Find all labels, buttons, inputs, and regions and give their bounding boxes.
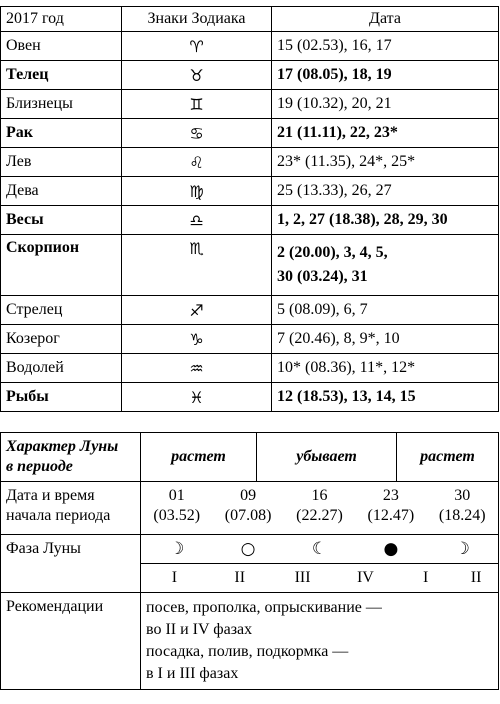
zodiac-row	[1, 119, 499, 148]
period-start	[427, 486, 498, 526]
capricorn-icon: ♑︎	[122, 325, 272, 354]
period-start	[141, 486, 212, 526]
period-time: (18.24)	[438, 507, 486, 524]
aries-icon: ♈︎	[122, 32, 272, 61]
recommendation-line: в I и III фазах	[146, 665, 239, 682]
sign-dates: 21 (11.11), 22, 23*	[272, 119, 499, 148]
sign-dates: 19 (10.32), 20, 21	[272, 90, 499, 119]
zodiac-row	[1, 90, 499, 119]
sign-name: Рак	[1, 119, 122, 148]
zodiac-row	[1, 235, 499, 296]
waxing-crescent-moon-icon: ☽	[169, 539, 185, 559]
moon-phase-row	[1, 535, 499, 564]
date-header: Дата	[272, 7, 499, 32]
moon-character-label-line: Характер Луны	[6, 438, 119, 455]
phase-number: IV	[356, 569, 374, 586]
year-header: 2017 год	[1, 7, 122, 32]
cancer-icon: ♋︎	[122, 119, 272, 148]
sign-name: Рыбы	[1, 383, 122, 412]
phase-numbers	[141, 564, 499, 593]
sign-name: Скорпион	[1, 235, 122, 296]
period-waning: убывает	[257, 433, 397, 482]
libra-icon: ♎︎	[122, 206, 272, 235]
recommendations-label: Рекомендации	[1, 593, 141, 690]
moon-character-label	[1, 433, 141, 482]
period-time: (07.08)	[224, 507, 272, 524]
sign-dates: 15 (02.53), 16, 17	[272, 32, 499, 61]
phase-number-grid	[141, 566, 498, 590]
zodiac-row	[1, 325, 499, 354]
taurus-icon: ♉︎	[122, 61, 272, 90]
sign-dates: 5 (08.09), 6, 7	[272, 296, 499, 325]
datetime-label-line: начала периода	[6, 507, 111, 524]
sign-name: Дева	[1, 177, 122, 206]
waxing-crescent-moon-icon: ☽	[454, 539, 470, 559]
sign-dates-line: 30 (03.24), 31	[277, 268, 368, 285]
phase-number: III	[294, 569, 311, 586]
datetime-label	[1, 482, 141, 535]
full-moon-icon: ○	[240, 539, 256, 559]
leo-icon: ♌︎	[122, 148, 272, 177]
moon-icons	[141, 535, 499, 564]
sign-dates	[272, 235, 499, 296]
zodiac-row	[1, 383, 499, 412]
zodiac-row	[1, 177, 499, 206]
moon-character-row	[1, 433, 499, 482]
zodiac-row	[1, 148, 499, 177]
sign-name: Лев	[1, 148, 122, 177]
period-time: (12.47)	[367, 507, 415, 524]
sign-dates: 17 (08.05), 18, 19	[272, 61, 499, 90]
sign-name: Водолей	[1, 354, 122, 383]
recommendations-text	[141, 593, 499, 690]
pisces-icon: ♓︎	[122, 383, 272, 412]
phase-number: I	[423, 569, 429, 586]
period-date: 16	[311, 487, 328, 504]
period-date: 09	[240, 487, 257, 504]
virgo-icon: ♍︎	[122, 177, 272, 206]
datetime-values	[141, 482, 499, 535]
datetime-grid	[141, 486, 498, 526]
phase-number: II	[470, 569, 482, 586]
waning-crescent-moon-icon: ☾	[311, 539, 328, 559]
zodiac-table	[0, 6, 499, 412]
phase-number: II	[234, 569, 246, 586]
period-start	[284, 486, 355, 526]
period-start	[355, 486, 426, 526]
sign-dates: 1, 2, 27 (18.38), 28, 29, 30	[272, 206, 499, 235]
period-date: 30	[454, 487, 471, 504]
sign-dates: 12 (18.53), 13, 14, 15	[272, 383, 499, 412]
sign-name: Весы	[1, 206, 122, 235]
zodiac-row	[1, 61, 499, 90]
sagittarius-icon: ♐︎	[122, 296, 272, 325]
gemini-icon: ♊︎	[122, 90, 272, 119]
phase-label: Фаза Луны	[1, 535, 141, 593]
zodiac-table-header	[1, 7, 499, 32]
period-date: 23	[382, 487, 399, 504]
recommendation-line: во II и IV фазах	[146, 621, 253, 638]
datetime-label-line: Дата и время	[6, 487, 95, 504]
period-waxing: растет	[397, 433, 499, 482]
phase-number: I	[171, 569, 178, 586]
scorpio-icon: ♏︎	[122, 235, 272, 296]
moon-table	[0, 432, 499, 690]
sign-dates-line: 2 (20.00), 3, 4, 5,	[277, 244, 388, 261]
period-start	[212, 486, 283, 526]
aquarius-icon: ♒︎	[122, 354, 272, 383]
moon-datetime-row	[1, 482, 499, 535]
sign-name: Козерог	[1, 325, 122, 354]
period-time: (03.52)	[153, 507, 201, 524]
recommendation-line: посадка, полив, подкормка —	[146, 643, 349, 660]
moon-icon-grid	[141, 539, 498, 559]
zodiac-row	[1, 296, 499, 325]
sign-dates: 25 (13.33), 26, 27	[272, 177, 499, 206]
period-time: (22.27)	[296, 507, 343, 524]
new-moon-icon: ●	[383, 539, 399, 559]
recommendation-line: посев, прополка, опрыскивание —	[146, 599, 382, 616]
sign-name: Овен	[1, 32, 122, 61]
period-date: 01	[168, 487, 185, 504]
zodiac-row	[1, 354, 499, 383]
zodiac-row	[1, 206, 499, 235]
moon-character-label-line: в периоде	[6, 458, 73, 475]
sign-name: Телец	[1, 61, 122, 90]
recommendations-row	[1, 593, 499, 690]
zodiac-row	[1, 32, 499, 61]
period-waxing: растет	[141, 433, 257, 482]
sign-name: Стрелец	[1, 296, 122, 325]
sign-dates: 23* (11.35), 24*, 25*	[272, 148, 499, 177]
sign-dates: 10* (08.36), 11*, 12*	[272, 354, 499, 383]
sign-header: Знаки Зодиака	[122, 7, 272, 32]
sign-name: Близнецы	[1, 90, 122, 119]
sign-dates: 7 (20.46), 8, 9*, 10	[272, 325, 499, 354]
